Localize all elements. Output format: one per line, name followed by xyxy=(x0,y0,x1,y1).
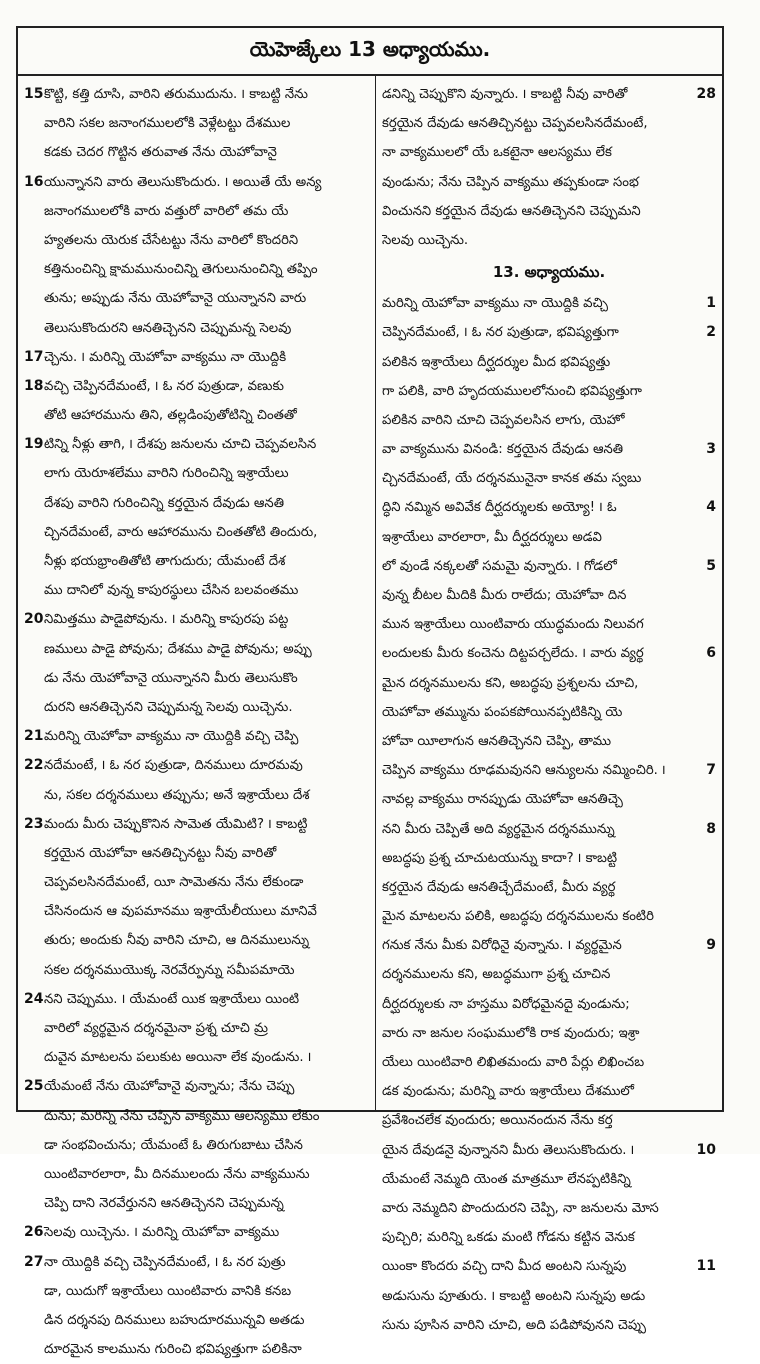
line-text: చ్చినదేమంటే, యే దర్శనమునైనా కానక తమ స్వబు xyxy=(382,471,642,487)
line-text: కడకు చెదర గొట్టిన తరువాత నేను యెహోవానై xyxy=(44,145,277,161)
left-text-line xyxy=(24,926,369,955)
line-text: యున్నానని వారు తెలుసుకొందురు. ౹ అయితే యే అన్య xyxy=(44,174,322,190)
left-text-line xyxy=(24,430,369,459)
line-text: నా వాక్యములలో యే ఒకటైనా ఆలస్యము లేక xyxy=(382,145,612,161)
right-text-line xyxy=(382,639,716,668)
left-text-line xyxy=(24,1102,369,1131)
line-text: కర్తయైన యెహోవా ఆనతిచ్చినట్టు నీవు వారితో xyxy=(44,845,277,861)
left-text-line xyxy=(24,109,369,138)
line-text: నని మీరు చెప్పితే అది వ్యర్థమైన దర్శనమున్ను xyxy=(382,821,615,837)
right-text-line xyxy=(382,138,716,167)
left-text-line xyxy=(24,459,369,488)
line-text: హోవా యీలాగున ఆనతిచ్చెనని చెప్పి, తాము xyxy=(382,733,612,749)
line-text: తురు; అందుకు నీవు వారిని చూచి, ఆ దినములున్ను xyxy=(44,933,310,949)
line-text: చేసినందున ఆ వుపమానము ఇశ్రాయేలీయులు మానివే xyxy=(44,904,317,920)
line-text: దేశపు వారిని గురించిన్ని కర్తయైన దేవుడు ఆనతి xyxy=(44,495,285,511)
left-column xyxy=(18,76,376,1358)
line-text: సకల దర్శనముయొక్క నెరవేర్పున్ను సమీపమాయె xyxy=(44,962,295,978)
line-text: వారిలో వ్యర్థమైన దర్శనమైనా ప్రశ్న చూచి మ్ర xyxy=(44,1021,268,1036)
line-text: వించునని కర్తయైన దేవుడు ఆనతిచ్చెనని చెప్పుమని xyxy=(382,203,641,219)
right-text-line xyxy=(382,581,716,610)
verse-number: 9 xyxy=(706,937,716,954)
left-text-line xyxy=(24,722,369,751)
right-text-line xyxy=(382,348,716,377)
page-frame xyxy=(16,26,724,1358)
left-text-line xyxy=(24,897,369,926)
right-text-line xyxy=(382,1282,716,1311)
right-text-line xyxy=(382,1194,716,1223)
right-text-line xyxy=(382,960,716,989)
right-text-line xyxy=(382,226,716,255)
line-text: ము దానిలో వున్న కాపురస్థులు చేసిన బలవంతము xyxy=(44,583,299,599)
line-text: నీళ్లు భయభ్రాంతితోటి తాగుదురు; యేమంటే దేశ xyxy=(44,554,286,569)
right-text-line xyxy=(382,80,716,109)
verse-number: 7 xyxy=(706,762,716,779)
line-text: మైన మాటలను పలికి, అబద్ధపు దర్శనములను కంటిరి xyxy=(382,909,654,925)
right-text-line xyxy=(382,1252,716,1281)
line-text: అబద్ధపు ప్రశ్న చూచుటయున్ను కాదా? ౹ కాబట్టి xyxy=(382,850,618,866)
line-text: గనుక నేను మీకు విరోధినై వున్నాను. ౹ వ్యర్థమైన xyxy=(382,938,622,954)
verse-number: 16 xyxy=(24,173,44,190)
line-text: లో వుండే నక్కలతో సమమై వున్నారు. ౹ గోడలో xyxy=(382,558,617,574)
page-title: యెహెజ్కేలు 13 అధ్యాయము. xyxy=(249,36,491,61)
right-text-line xyxy=(382,377,716,406)
right-column xyxy=(376,76,722,1333)
left-text-line xyxy=(24,810,369,839)
verse-number: 28 xyxy=(696,86,716,102)
line-text: దీర్ఘదర్శులకు నా హస్తము విరోధమైనదై వుండును; xyxy=(382,996,630,1012)
left-text-line xyxy=(24,605,369,634)
left-text-line xyxy=(24,1043,369,1072)
line-text: నా యొద్దికి వచ్చి చెప్పినదేమంటే, ౹ ఓ నర పుత్రు xyxy=(44,1254,286,1270)
line-text: యింకా కొందరు వచ్చి దాని మీద అంటని సున్నపు xyxy=(382,1259,627,1275)
line-text: మరిన్ని యెహోవా వాక్యము నా యొద్దికి వచ్చి చెప్పి xyxy=(44,729,299,745)
line-text: డా, యిదుగో ఇశ్రాయేలు యింటివారు వానికి కనబ xyxy=(44,1283,292,1299)
left-text-line xyxy=(24,547,369,576)
line-text: దును; మరిన్ని నేను చెప్పిన వాక్యము ఆలస్యము లేకుం xyxy=(44,1108,320,1124)
left-text-line xyxy=(24,664,369,693)
line-text: డిన దర్శనపు దినములు బహుదూరమున్నవి అతడు xyxy=(44,1312,305,1328)
right-text-line xyxy=(382,493,716,522)
right-text-line xyxy=(382,109,716,138)
left-text-line xyxy=(24,839,369,868)
right-text-line xyxy=(382,552,716,581)
verse-number: 1 xyxy=(706,295,716,312)
verse-number: 27 xyxy=(24,1253,44,1270)
verse-number: 2 xyxy=(706,324,716,341)
line-text: సెలవు యిచ్చెను. ౹ మరిన్ని యెహోవా వాక్యము xyxy=(44,1225,280,1241)
line-text: ద్ధిని నమ్మిన అవివేక దీర్ఘదర్శులకు అయ్యో! ౹ ఓ xyxy=(382,500,617,516)
right-text-line xyxy=(382,727,716,756)
line-text: యెహోవా తమ్మును పంపకపోయినప్పటికిన్ని యె xyxy=(382,704,623,720)
line-text: అడుసును పూతురు. ౹ కాబట్టి అంటని సున్నపు అడు xyxy=(382,1288,646,1304)
line-text: చెప్పి దాని నెరవేర్తునని ఆనతిచ్చెనని చెప్పుమన్న xyxy=(44,1196,284,1212)
right-text-line xyxy=(382,523,716,552)
line-text: ను, సకల దర్శనములు తప్పును; అనే ఇశ్రాయేలు దేశ xyxy=(44,787,310,803)
verse-number: 4 xyxy=(706,499,716,516)
left-text-line xyxy=(24,1014,369,1043)
right-text-line xyxy=(382,1165,716,1194)
line-text: వా వాక్యమును వినండి: కర్తయైన దేవుడు ఆనతి xyxy=(382,442,624,458)
line-text: సును పూసిన వారిని చూచి, అది పడిపోవునని చెప్పు xyxy=(382,1317,646,1333)
left-text-line xyxy=(24,1189,369,1218)
line-text: లందులకు మీరు కంచెను దిట్టపర్చలేదు. ౹ వారు వ్యర్థ xyxy=(382,646,644,662)
verse-number: 18 xyxy=(24,377,44,394)
verse-number: 11 xyxy=(696,1258,716,1275)
line-text: దువైన మాటలను పలుకుట అయినా లేక వుండును. ౹ xyxy=(44,1050,312,1066)
right-text-line xyxy=(382,1048,716,1077)
right-text-line xyxy=(382,197,716,226)
line-text: చెప్పవలసినదేమంటే, యీ సామెతను నేను లేకుండా xyxy=(44,875,304,891)
verse-number: 15 xyxy=(24,86,44,102)
left-text-line xyxy=(24,343,369,372)
line-text: తును; అప్పుడు నేను యెహోవానై యున్నానని వారు xyxy=(44,291,307,307)
line-text: వారు నెమ్మదిని పొందుదురని చెప్పి, నా జనులను మోస xyxy=(382,1200,659,1216)
chapter-title: 13. అధ్యాయము. xyxy=(492,263,606,282)
line-text: ఇశ్రాయేలు వారలారా, మీ దీర్ఘదర్శులు అడవి xyxy=(382,529,602,545)
left-text-line xyxy=(24,1160,369,1189)
line-text: దర్శనములను కని, అబద్ధముగా ప్రశ్న చూచిన xyxy=(382,967,611,983)
left-text-line xyxy=(24,1277,369,1306)
line-text: వుండును; నేను చెప్పిన వాక్యము తప్పకుండా సంభ xyxy=(382,174,639,190)
verse-number: 25 xyxy=(24,1078,44,1095)
left-text-line xyxy=(24,518,369,547)
line-text: యింటివారలారా, మీ దినములందు నేను వాక్యమును xyxy=(44,1166,310,1182)
line-text: వచ్చి చెప్పినదేమంటే, ౹ ఓ నర పుత్రుడా, వణుకు xyxy=(44,378,284,394)
line-text: కొట్టి, కత్తి దూసి, వారిని తరుముదును. ౹ కాబట్టి నేను xyxy=(44,87,308,102)
left-text-line xyxy=(24,1248,369,1277)
right-text-line xyxy=(382,990,716,1019)
right-text-line xyxy=(382,1106,716,1135)
line-text: సెలవు యిచ్చెను. xyxy=(382,232,469,248)
line-text: యేమంటే నెమ్మది యెంత మాత్రమూ లేనప్పటికిన్ని xyxy=(382,1171,631,1187)
left-text-line xyxy=(24,781,369,810)
left-text-line xyxy=(24,1306,369,1335)
line-text: టిన్ని నీళ్లు తాగి, ౹ దేశపు జనులను చూచి చెప్పవలసిన xyxy=(44,437,317,453)
right-text-line xyxy=(382,873,716,902)
left-text-line xyxy=(24,314,369,343)
line-text: యేలు యింటివారి లిఖితమందు వారి పేర్లు లిఖించబ xyxy=(382,1055,645,1070)
left-text-line xyxy=(24,284,369,313)
page-header xyxy=(18,28,722,76)
left-text-line xyxy=(24,1072,369,1101)
left-text-line xyxy=(24,868,369,897)
left-text-line xyxy=(24,401,369,430)
line-text: డనిన్ని చెప్పుకొని వున్నారు. ౹ కాబట్టి నీవు వారితో xyxy=(382,87,628,102)
line-text: మందు మీరు చెప్పుకొనిన సామెత యేమిటి? ౹ కాబట్టి xyxy=(44,816,308,832)
line-text: వారు నా జనుల సంఘములోకి రాక వుందురు; ఇశ్రా xyxy=(382,1025,640,1041)
verse-number: 19 xyxy=(24,436,44,453)
line-text: చెప్పినదేమంటే, ౹ ఓ నర పుత్రుడా, భవిష్యత్తుగా xyxy=(382,325,619,341)
line-text: దూరమైన కాలమును గురించి భవిష్యత్తుగా పలికినా xyxy=(44,1342,302,1358)
line-text: పలికిన వారిని చూచి చెప్పవలసిన లాగు, యెహో xyxy=(382,412,625,428)
verse-number: 6 xyxy=(706,645,716,662)
line-text: గా పలికి, వారి హృదయములలోనుంచి భవిష్యత్తుగా xyxy=(382,383,642,399)
right-text-line xyxy=(382,756,716,785)
verse-number: 26 xyxy=(24,1224,44,1241)
line-text: వారిని సకల జనాంగములలోకి వెళ్లేటట్టు దేశముల xyxy=(44,116,291,132)
left-text-line xyxy=(24,1335,369,1364)
left-text-line xyxy=(24,489,369,518)
right-text-line xyxy=(382,406,716,435)
line-text: నిమిత్తము పాడైపోవును. ౹ మరిన్ని కాపురపు పట్ట xyxy=(44,612,289,628)
left-text-line xyxy=(24,956,369,985)
left-text-line xyxy=(24,226,369,255)
right-text-line xyxy=(382,669,716,698)
verse-number: 23 xyxy=(24,815,44,832)
verse-number: 5 xyxy=(706,557,716,574)
verse-number: 24 xyxy=(24,990,44,1007)
right-text-line xyxy=(382,698,716,727)
right-text-line xyxy=(382,931,716,960)
left-text-line xyxy=(24,1218,369,1247)
line-text: మరిన్ని యెహోవా వాక్యము నా యొద్దికి వచ్చి xyxy=(382,296,608,312)
right-text-line xyxy=(382,785,716,814)
line-text: వున్న బీటల మీదికి మీరు రాలేదు; యెహోవా దిన xyxy=(382,588,627,603)
line-text: నావల్ల వాక్యము రానప్పుడు యెహోవా ఆనతిచ్చె xyxy=(382,792,623,808)
line-text: యైన దేవుడనై వున్నానని మీరు తెలుసుకొందురు. ౹ xyxy=(382,1142,635,1158)
line-text: జనాంగములలోకి వారు వత్తురో వారిలో తమ యే xyxy=(44,203,289,219)
verse-number: 17 xyxy=(24,348,44,365)
right-text-line xyxy=(382,168,716,197)
left-text-line xyxy=(24,168,369,197)
verse-number: 10 xyxy=(696,1141,716,1158)
left-text-line xyxy=(24,751,369,780)
left-text-line xyxy=(24,1131,369,1160)
verse-number: 21 xyxy=(24,728,44,745)
right-text-line xyxy=(382,902,716,931)
right-text-line xyxy=(382,318,716,347)
left-text-line xyxy=(24,80,369,109)
line-text: కర్తయైన దేవుడు ఆనతిచ్చినట్టు చెప్పవలసినదేమంటే, xyxy=(382,116,648,132)
left-text-line xyxy=(24,138,369,167)
right-text-line xyxy=(382,1223,716,1252)
right-text-line xyxy=(382,1019,716,1048)
right-text-line xyxy=(382,289,716,318)
right-text-line xyxy=(382,1077,716,1106)
line-text: తెలుసుకొందురని ఆనతిచ్చెనని చెప్పుమన్న సెలవు xyxy=(44,320,292,336)
line-text: దురని ఆనతిచ్చెనని చెప్పుమన్న సెలవు యిచ్చెను. xyxy=(44,699,293,715)
line-text: పలికిన ఇశ్రాయేలు దీర్ఘదర్శుల మీద భవిష్యత్తు xyxy=(382,354,611,370)
right-text-line xyxy=(382,1136,716,1165)
left-text-line xyxy=(24,985,369,1014)
verse-number: 3 xyxy=(706,441,716,458)
verse-number: 20 xyxy=(24,611,44,628)
line-text: చ్చినదేమంటే, వారు ఆహారమును చింతతోటి తిందురు, xyxy=(44,524,318,540)
line-text: మైన దర్శనములను కని, అబద్ధపు ప్రశ్నలను చూచి, xyxy=(382,675,639,691)
line-text: లాగు యెరూశలేము వారిని గురించిన్ని ఇశ్రాయేలు xyxy=(44,466,289,482)
right-text-line xyxy=(382,844,716,873)
line-text: చెప్పిన వాక్యము రూఢమవునని ఆన్యులను నమ్మించిరి. ౹ xyxy=(382,763,666,779)
line-text: డక వుండును; మరిన్ని వారు ఇశ్రాయేలు దేశములో xyxy=(382,1084,635,1100)
line-text: డు నేను యెహోవానై యున్నానని మీరు తెలుసుకొం xyxy=(44,670,298,686)
line-text: డా సంభవించును; యేమంటే ఓ తిరుగుబాటు చేసిన xyxy=(44,1137,303,1153)
line-text: కర్తయైన దేవుడు ఆనతిచ్చేదేమంటే, మీరు వ్యర్థ xyxy=(382,879,616,895)
line-text: ణములు పాడై పోవును; దేశము పాడై పోవును; అప్పు xyxy=(44,641,312,657)
line-text: నని చెప్పుము. ౹ యేమంటే యిక ఇశ్రాయేలు యింటి xyxy=(44,991,300,1007)
line-text: కత్తినుంచిన్ని క్షామమునుంచిన్ని తెగులునుంచిన్ని తప్పిం xyxy=(44,262,318,278)
right-text-line xyxy=(382,610,716,639)
line-text: ప్రవేశించలేక వుందురు; అయినందున నేను కర్త xyxy=(382,1113,613,1129)
line-text: హ్యతలను యెరుక చేసేటట్టు నేను వారిలో కొందరిని xyxy=(44,232,299,248)
left-text-line xyxy=(24,372,369,401)
verse-number: 8 xyxy=(706,820,716,837)
left-text-line xyxy=(24,197,369,226)
line-text: చ్చెను. ౹ మరిన్ని యెహోవా వాక్యము నా యొద్దికి xyxy=(44,349,287,365)
line-text: పుచ్చిరి; మరిన్ని ఒకడు మంటి గోడను కట్టిన వెనుక xyxy=(382,1230,635,1246)
line-text: యేమంటే నేను యెహోవానై వున్నాను; నేను చెప్పు xyxy=(44,1079,295,1095)
line-text: మున ఇశ్రాయేలు యింటివారు యుద్ధమందు నిలువగ xyxy=(382,617,644,633)
left-text-line xyxy=(24,693,369,722)
verse-number: 22 xyxy=(24,757,44,774)
right-text-line xyxy=(382,464,716,493)
left-text-line xyxy=(24,635,369,664)
left-text-line xyxy=(24,255,369,284)
right-text-line xyxy=(382,1311,716,1340)
left-text-line xyxy=(24,576,369,605)
right-text-line xyxy=(382,815,716,844)
right-text-line xyxy=(382,435,716,464)
line-text: నదేమంటే, ౹ ఓ నర పుత్రుడా, దినములు దూరమవు xyxy=(44,758,303,774)
line-text: తోటి ఆహారమును తిని, తల్లడింపుతోటిన్ని చింతతో xyxy=(44,408,297,424)
